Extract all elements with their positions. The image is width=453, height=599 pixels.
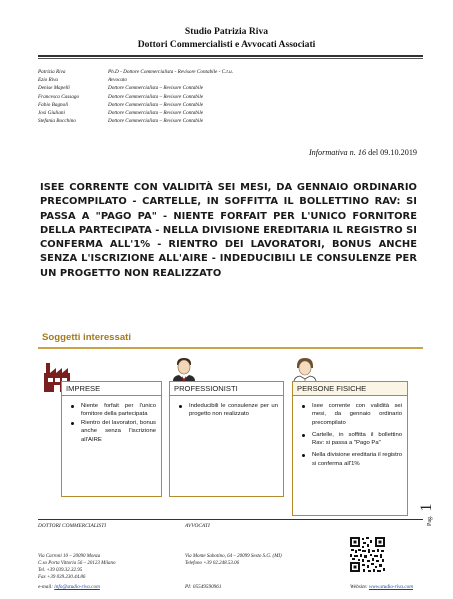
staff-name: Josi Giuliani <box>38 109 65 116</box>
footer-piva: PI: 05549590961 <box>185 584 222 590</box>
informativa-date: 09.10.2019 <box>380 148 417 157</box>
list-item: Niente forfait per l'unico fornitore della partecipata <box>68 402 156 419</box>
website-label: Website: <box>350 584 368 590</box>
staff-row <box>38 93 338 101</box>
column-body-professionisti <box>169 396 284 497</box>
column-body-persone-fisiche <box>292 396 408 516</box>
staff-list <box>38 68 338 125</box>
footer-mid-address <box>185 553 335 567</box>
document-title: ISEE CORRENTE CON VALIDITÀ SEI MESI, DA GENNAIO ORDINARIO PRECOMPILATO - CARTELLE, IN SOFFITTA IL BOLLETTINO RAV: SI PASSA A "PAGO PA" - NIENTE FORFAIT PER L'UNICO FORNITORE DELLA PARTECIPATA - NELLA DIVISIONE EREDITARIA IL REGISTRO SI CONFERMA ALL'1% - RIENTRO DEI LAVORATORI, BONUS ANCHE SENZA L'ISCRIZIONE ALL'AIRE - INDEDUCIBILI LE CONSULENZE PER UN PROGETTO NON REALIZZATO <box>40 182 418 279</box>
informativa-del: del <box>368 148 379 157</box>
email-link[interactable]: info@studio-riva.com <box>54 584 100 590</box>
footer-address-line: Via Carroni 10 – 20090 Monza <box>38 554 101 559</box>
footer-left-title: DOTTORI COMMERCIALISTI <box>38 523 107 529</box>
staff-role: Dottore Commercialista – Revisore Contabile <box>108 109 204 116</box>
staff-role: Ph.D - Dottore Commercialista - Revisore Contabile - C.t.u. <box>108 69 234 75</box>
staff-role: Dottore Commercialista – Revisore Contabile <box>108 118 204 125</box>
page-label: Pag. <box>427 515 433 526</box>
website-link[interactable]: www.studio-riva.com <box>368 584 413 590</box>
footer-mid-title: AVVOCATI <box>185 523 210 529</box>
list-item: Indeducibili le consulenze per un progetto non realizzato <box>176 402 278 419</box>
staff-name: Fabio Bagnoli <box>38 101 69 108</box>
staff-row <box>38 117 338 125</box>
qr-code-icon <box>349 536 386 573</box>
staff-name: Denise Mapelli <box>38 85 70 92</box>
column-header-persone-fisiche: PERSONE FISICHE <box>292 381 408 396</box>
footer-address-line: C.so Porta Vittoria 56 – 20123 Milano <box>38 561 116 566</box>
header-divider <box>38 55 423 57</box>
footer-left-address <box>38 553 178 581</box>
footer-address-line: Tel. +39 039.32.32.95 <box>38 568 83 573</box>
page-value: 1 <box>418 503 435 512</box>
staff-name: Stefania Bocchino <box>38 118 76 125</box>
staff-role: Dottore Commercialista – Revisore Contabile <box>108 101 204 108</box>
footer-address-line: Fax +39 039.230.44.86 <box>38 575 86 580</box>
staff-row <box>38 101 338 109</box>
staff-name: Patrizia Riva <box>38 69 66 75</box>
studio-subtitle: Dottori Commercialisti e Avvocati Associati <box>137 39 316 50</box>
staff-role: Dottore Commercialista – Revisore Contabile <box>108 93 204 100</box>
list-item: Nella divisione ereditaria il registro si conferma all'1% <box>299 451 402 468</box>
staff-name: Francesca Cassago <box>38 93 80 100</box>
email-label: e-mail: <box>38 584 53 590</box>
staff-row <box>38 68 338 76</box>
list-item: Rientro dei lavoratori, bonus anche senza l'iscrizione all'AIRE <box>68 419 156 444</box>
footer-divider <box>38 519 423 520</box>
footer-address-line: Telefono +39 02.248.53.06 <box>185 561 240 566</box>
list-item: Cartelle, in soffitta il bollettino Rav: si passa a "Pago Pa" <box>299 431 402 448</box>
header-divider-thin <box>38 58 423 59</box>
informativa-label: Informativa n. <box>308 148 356 157</box>
staff-row <box>38 76 338 84</box>
staff-name: Ezio Riva <box>38 77 59 84</box>
staff-role: Dottore Commercialista – Revisore Contabile <box>108 85 204 92</box>
page-number <box>418 496 448 526</box>
staff-row <box>38 84 338 92</box>
footer-address-line: Via Monte Sabotino, 64 – 20099 Sesto S.G. (MI) <box>185 554 282 559</box>
soggetti-heading: Soggetti interessati <box>42 332 132 343</box>
soggetti-divider <box>38 347 423 349</box>
studio-name: Studio Patrizia Riva <box>184 26 269 37</box>
column-header-professionisti: PROFESSIONISTI <box>169 381 284 396</box>
footer-website <box>350 584 413 590</box>
footer-email <box>38 584 100 590</box>
staff-role: Avvocato <box>108 77 128 84</box>
column-header-imprese: IMPRESE <box>61 381 162 396</box>
staff-row <box>38 109 338 117</box>
informativa-line <box>309 148 417 157</box>
column-body-imprese <box>61 396 162 497</box>
informativa-number: 16 <box>357 148 367 157</box>
list-item: Isee corrente con validità sei mesi, da gennaio ordinario precompilato <box>299 402 402 427</box>
